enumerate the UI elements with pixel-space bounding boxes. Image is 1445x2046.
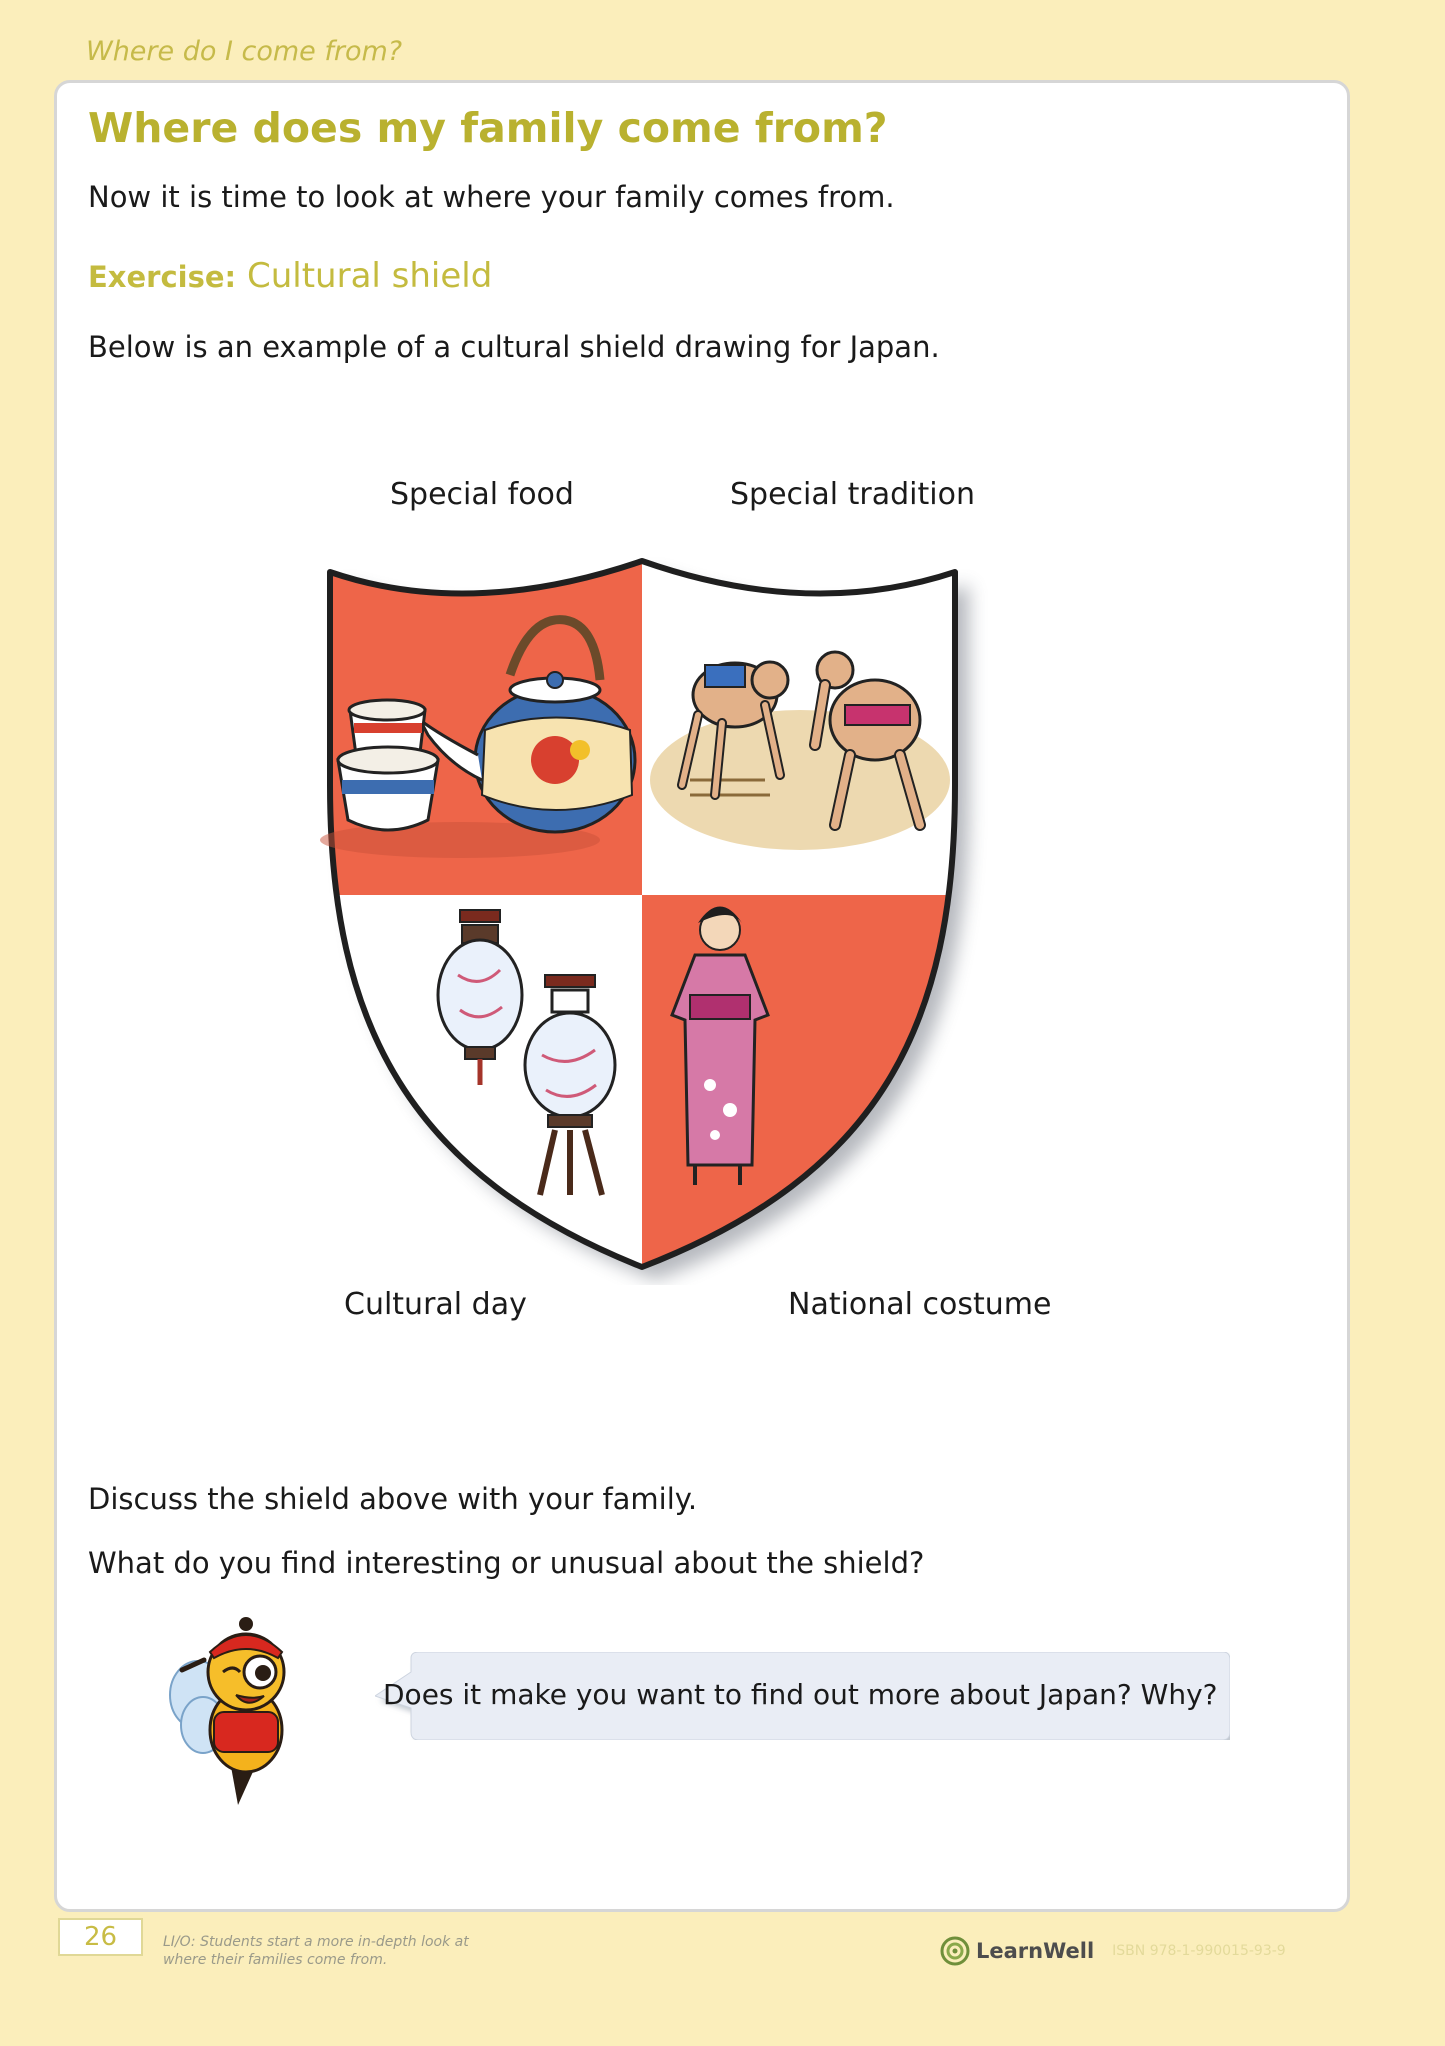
lio-line-1: LI/O: Students start a more in-depth look at [163,1934,469,1950]
speech-bubble-text: Does it make you want to find out more about Japan? Why? [383,1678,1218,1711]
page-number: 26 [58,1918,143,1956]
label-cultural-day: Cultural day [344,1287,527,1322]
label-special-food: Special food [390,477,574,512]
brand-name: LearnWell [976,1939,1095,1963]
instruction-text: Below is an example of a cultural shield drawing for Japan. [88,330,940,364]
learning-intention [163,1933,583,1969]
label-special-tradition: Special tradition [730,477,975,512]
discussion-line-1: Discuss the shield above with your family. [88,1482,698,1516]
tea-cup-icon [338,700,438,830]
exercise-title: Cultural shield [246,256,493,296]
intro-text: Now it is time to look at where your family comes from. [88,180,895,214]
page-title: Where does my family come from? [88,104,888,152]
lio-line-2: where their families come from. [163,1952,388,1968]
cultural-shield [310,545,1010,1285]
discussion-line-2: What do you find interesting or unusual about the shield? [88,1546,925,1580]
publisher-logo [940,1936,1286,1966]
running-header: Where do I come from? [86,36,403,67]
exercise-label: Exercise: [88,260,237,294]
bee-mascot-icon [168,1600,318,1815]
exercise-heading [88,256,492,296]
learnwell-swirl-icon [940,1936,970,1966]
isbn-text: ISBN 978-1-990015-93-9 [1112,1943,1286,1959]
label-national-costume: National costume [788,1287,1052,1322]
